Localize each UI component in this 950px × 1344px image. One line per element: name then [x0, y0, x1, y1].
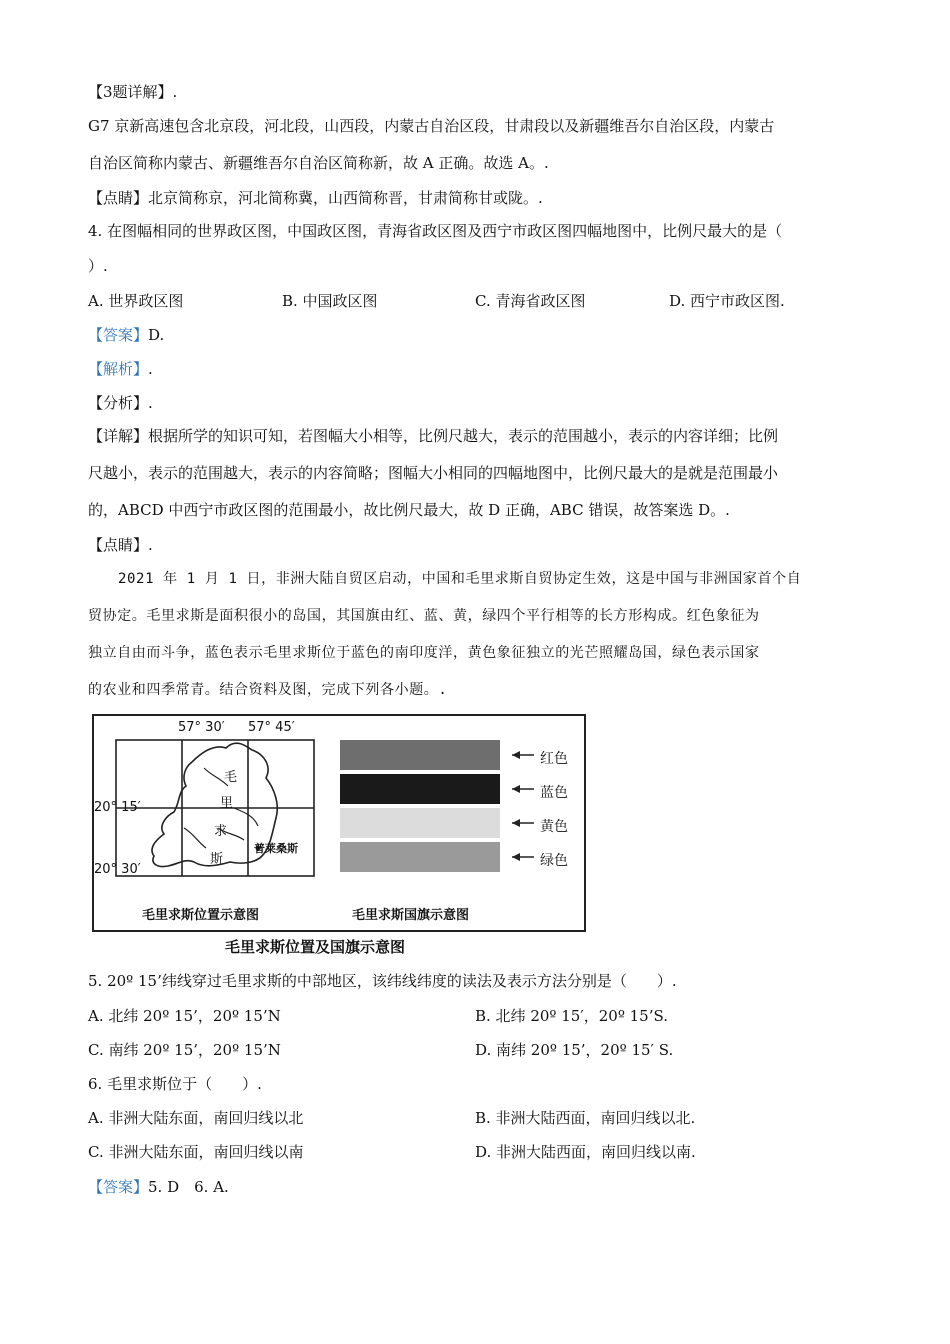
- arrow-left-icon: [512, 853, 520, 861]
- mauritius-figure: [92, 714, 586, 932]
- left-caption: 毛里求斯位置示意图: [142, 908, 260, 923]
- q5-option-d: D. 南纬 20º 15’，20º 15′ S.: [475, 1041, 674, 1059]
- material-line-3: 独立自由而斗争，蓝色表示毛里求斯位于蓝色的南印度洋，黄色象征独立的光芒照耀岛国，绿色表示国家: [88, 645, 760, 661]
- q3-comment: 【点睛】北京简称京，河北简称冀，山西简称晋，甘肃简称甘或陇。.: [88, 189, 543, 207]
- q4-answer: [88, 325, 164, 345]
- figure-main-caption: 毛里求斯位置及国旗示意图: [225, 938, 406, 956]
- right-caption: 毛里求斯国旗示意图: [352, 908, 470, 923]
- island-char-1: 毛: [224, 770, 238, 785]
- q6-option-a: A. 非洲大陆东面，南回归线以北: [88, 1109, 304, 1127]
- material-line-2: 贸协定。毛里求斯是面积很小的岛国，其国旗由红、蓝、黄，绿四个平行相等的长方形构成。红色象征为: [88, 608, 760, 624]
- flag-stripes: [340, 740, 534, 872]
- island-char-2: 里: [220, 796, 234, 811]
- q4-detail-line-1: 【详解】根据所学的知识可知，若图幅大小相等，比例尺越大，表示的范围越小，表示的内容详细；比例: [88, 427, 779, 445]
- q6-option-b: B. 非洲大陆西面，南回归线以北.: [475, 1109, 696, 1127]
- q4-option-c: C. 青海省政区图: [475, 292, 586, 310]
- q5-stem: 5. 20º 15’纬线穿过毛里求斯的中部地区，该纬线纬度的读法及表示方法分别是（ ）.: [88, 972, 677, 990]
- q4-detail-line-3: 的，ABCD 中西宁市政区图的范围最小，故比例尺最大，故 D 正确，ABC 错误，故答案选 D。.: [88, 501, 730, 519]
- flag-stripe-1: [340, 774, 500, 804]
- q4-option-a: A. 世界政区图: [88, 292, 184, 310]
- stripe-label-green: 绿色: [540, 853, 568, 869]
- material-line-4: 的农业和四季常青。结合资料及图，完成下列各小题。.: [88, 682, 448, 698]
- q4-dianjing: 【点睛】.: [88, 536, 153, 554]
- q6-option-c: C. 非洲大陆东面，南回归线以南: [88, 1143, 304, 1161]
- lon-label-1: 57° 30′: [178, 720, 225, 735]
- material-line-1: 2021 年 1 月 1 日，非洲大陆自贸区启动，中国和毛里求斯自贸协定生效，这是中国与非洲国家首个自: [118, 571, 802, 587]
- q3-detail-line-2: 自治区简称内蒙古、新疆维吾尔自治区简称新，故 A 正确。故选 A。.: [88, 154, 549, 172]
- answer-value: 5. D 6. A.: [148, 1178, 229, 1196]
- answer-label: 【答案】: [88, 1178, 149, 1196]
- flag-stripe-2: [340, 808, 500, 838]
- island-char-3: 求: [214, 824, 228, 839]
- q4-option-d: D. 西宁市政区图.: [669, 292, 785, 310]
- stripe-label-yellow: 黄色: [540, 819, 568, 835]
- answer-label: 【答案】: [88, 326, 149, 344]
- arrow-left-icon: [512, 785, 520, 793]
- q3-detail-heading: 【3题详解】.: [88, 83, 178, 101]
- q4-fenxi: 【分析】.: [88, 394, 153, 412]
- lon-label-2: 57° 45′: [248, 720, 295, 735]
- q5-option-b: B. 北纬 20º 15′，20º 15’S.: [475, 1007, 669, 1025]
- answer-value: D.: [148, 326, 165, 344]
- flag-stripe-0: [340, 740, 500, 770]
- figure-svg: [94, 716, 584, 930]
- lat-label-1: 20° 15′: [94, 800, 141, 815]
- city-label: 普莱桑斯: [254, 842, 298, 855]
- lat-label-2: 20° 30′: [94, 862, 141, 877]
- q3-detail-line-1: G7 京新高速包含北京段，河北段，山西段，内蒙古自治区段，甘肃段以及新疆维吾尔自治区段，内蒙古: [88, 117, 775, 135]
- stripe-label-red: 红色: [540, 751, 568, 767]
- analysis-tail: .: [148, 360, 153, 378]
- q4-analysis: [88, 359, 153, 379]
- q4-stem-line-2: ）.: [88, 257, 108, 275]
- analysis-label: 【解析】: [88, 360, 149, 378]
- island-char-4: 斯: [210, 852, 224, 867]
- stripe-label-blue: 蓝色: [540, 785, 568, 801]
- q4-stem-line-1: 4. 在图幅相同的世界政区图，中国政区图，青海省政区图及西宁市政区图四幅地图中，比例尺最大的是（: [88, 222, 783, 240]
- q5-option-a: A. 北纬 20º 15’，20º 15’N: [88, 1007, 281, 1025]
- q6-stem: 6. 毛里求斯位于（ ）.: [88, 1075, 262, 1093]
- flag-stripe-3: [340, 842, 500, 872]
- q4-detail-line-2: 尺越小，表示的范围越大，表示的内容简略；图幅大小相同的四幅地图中，比例尺最大的是就是范围最小: [88, 464, 779, 482]
- q6-option-d: D. 非洲大陆西面，南回归线以南.: [475, 1143, 696, 1161]
- answer-5-6: [88, 1177, 229, 1197]
- q4-option-b: B. 中国政区图: [282, 292, 378, 310]
- arrow-left-icon: [512, 751, 520, 759]
- arrow-left-icon: [512, 819, 520, 827]
- q5-option-c: C. 南纬 20º 15’，20º 15’N: [88, 1041, 281, 1059]
